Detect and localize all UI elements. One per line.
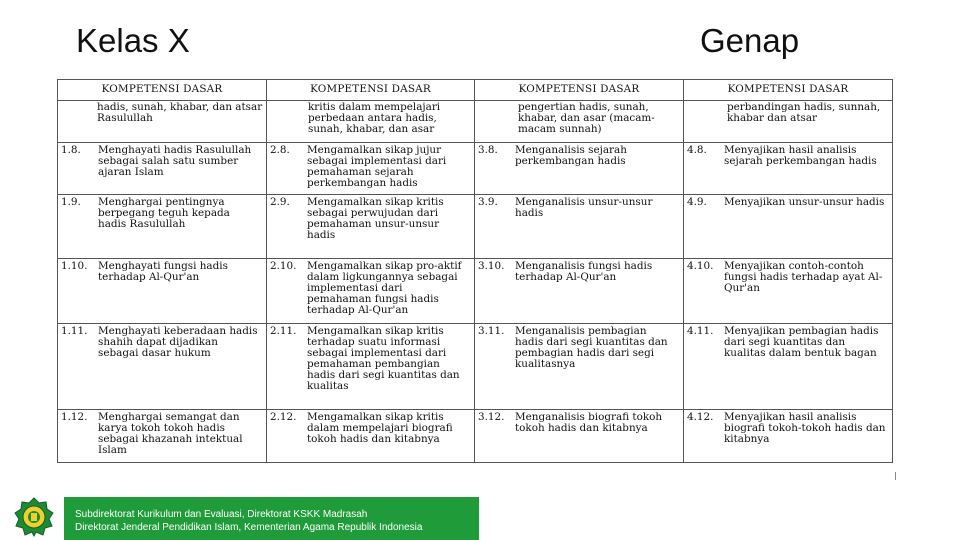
table-cell (475, 410, 684, 463)
kd-text: Mengamalkan sikap jujur sebagai implementasi dari pemahaman sejarah perkembangan hadis (307, 144, 447, 189)
table-row (58, 143, 893, 195)
kd-number: 1.9. (61, 196, 81, 208)
table-cell (58, 195, 267, 259)
kd-text: Menghayati hadis Rasulullah sebagai salah satu sumber ajaran Islam (98, 144, 252, 178)
cell-text: pengertian hadis, sunah, khabar, dan asar (macam-macam sunnah) (518, 101, 655, 135)
kd-text: Menghayati fungsi hadis terhadap Al-Qur'an (98, 260, 228, 283)
table-cell (58, 101, 267, 143)
kd-text: Menyajikan hasil analisis biografi tokoh-tokoh hadis dan kitabnya (724, 411, 886, 445)
kd-text: Menyajikan unsur-unsur hadis (724, 196, 885, 208)
footer-line-1: Subdirektorat Kurikulum dan Evaluasi, Direktorat KSKK Madrasah (75, 509, 368, 520)
kd-text: Menganalisis unsur-unsur hadis (515, 196, 653, 219)
table-header-row (58, 80, 893, 101)
table-cell (684, 259, 893, 324)
kd-number: 1.12. (61, 411, 88, 423)
table-cell (267, 324, 475, 410)
table-cell (267, 101, 475, 143)
kd-number: 1.10. (61, 260, 88, 272)
table-row (58, 324, 893, 410)
table-cell (475, 324, 684, 410)
kd-number: 2.10. (270, 260, 297, 272)
kd-text: Menganalisis pembagian hadis dari segi kuantitas dan pembagian hadis dari segi kualitasnya (515, 325, 668, 370)
table-cell (475, 259, 684, 324)
kd-number: 2.11. (270, 325, 297, 337)
kd-text: Menghargai semangat dan karya tokoh tokoh hadis sebagai khazanah intektual Islam (98, 411, 243, 456)
kd-text: Menganalisis biografi tokoh tokoh hadis dan kitabnya (515, 411, 663, 434)
kd-text: Menghayati keberadaan hadis shahih dapat dijadikan sebagai dasar hukum (98, 325, 258, 359)
table-cell (267, 259, 475, 324)
table-cell (58, 410, 267, 463)
kd-number: 2.12. (270, 411, 297, 423)
kd-number: 4.9. (687, 196, 707, 208)
column-header: KOMPETENSI DASAR (267, 80, 475, 101)
class-title: Kelas X (76, 22, 190, 59)
table-cell (475, 101, 684, 143)
table-cell (267, 143, 475, 195)
kd-number: 4.12. (687, 411, 714, 423)
table-cell (58, 259, 267, 324)
table-cell (684, 195, 893, 259)
page-mark (895, 472, 896, 480)
kd-text: Menganalisis sejarah perkembangan hadis (515, 144, 627, 167)
kd-number: 4.10. (687, 260, 714, 272)
footer-line-2: Direktorat Jenderal Pendidikan Islam, Kementerian Agama Republik Indonesia (75, 522, 423, 533)
table-cell (267, 195, 475, 259)
kd-number: 3.12. (478, 411, 505, 423)
kd-text: Menyajikan pembagian hadis dari segi kuantitas dan kualitas dalam bentuk bagan (724, 325, 879, 359)
table-cell (58, 324, 267, 410)
kd-text: Menyajikan hasil analisis sejarah perkembangan hadis (724, 144, 877, 167)
kd-text: Menyajikan contoh-contoh fungsi hadis terhadap ayat Al-Qur'an (724, 260, 883, 294)
cell-text: kritis dalam mempelajari perbedaan antara hadis, sunah, khabar, dan asar (308, 101, 441, 135)
table-cell (475, 143, 684, 195)
kd-text: Menghargai pentingnya berpegang teguh kepada hadis Rasulullah (98, 196, 230, 230)
logo-area (0, 494, 64, 540)
table-cell (684, 101, 893, 143)
table-cell (684, 410, 893, 463)
table-row (58, 195, 893, 259)
kd-number: 3.8. (478, 144, 498, 156)
column-header: KOMPETENSI DASAR (58, 80, 267, 101)
table-cell (684, 324, 893, 410)
table-cell (58, 143, 267, 195)
kd-number: 3.9. (478, 196, 498, 208)
kd-text: Mengamalkan sikap kritis dalam mempelajari biografi tokoh hadis dan kitabnya (307, 411, 453, 445)
semester-title: Genap (700, 22, 800, 59)
kd-number: 1.11. (61, 325, 88, 337)
cell-text: perbandingan hadis, sunnah, khabar dan atsar (727, 101, 881, 124)
kd-number: 4.11. (687, 325, 714, 337)
table-cell (267, 410, 475, 463)
kementerian-agama-emblem-icon (12, 497, 56, 537)
cell-text: hadis, sunah, khabar, dan atsar Rasulullah (97, 101, 263, 124)
kd-number: 3.10. (478, 260, 505, 272)
table-row (58, 259, 893, 324)
kd-text: Mengamalkan sikap kritis sebagai perwujudan dari pemahaman unsur-unsur hadis (307, 196, 444, 241)
column-header: KOMPETENSI DASAR (475, 80, 684, 101)
column-header: KOMPETENSI DASAR (684, 80, 893, 101)
kompetensi-dasar-table (57, 79, 893, 463)
kd-number: 1.8. (61, 144, 81, 156)
table-cell (475, 195, 684, 259)
kd-number: 2.9. (270, 196, 290, 208)
kd-number: 4.8. (687, 144, 707, 156)
kd-text: Menganalisis fungsi hadis terhadap Al-Qur'an (515, 260, 653, 283)
kd-number: 2.8. (270, 144, 290, 156)
kd-text: Mengamalkan sikap kritis terhadap suatu informasi sebagai implementasi dari pemahaman pembangian hadis dari segi kuantitas dan kualitas (307, 325, 460, 392)
table-cell (684, 143, 893, 195)
continuation-row (58, 101, 893, 143)
kd-number: 3.11. (478, 325, 505, 337)
table-row (58, 410, 893, 463)
kd-text: Mengamalkan sikap pro-aktif dalam ligkungannya sebagai implementasi dari pemahaman fungsi hadis terhadap Al-Qur'an (307, 260, 462, 316)
